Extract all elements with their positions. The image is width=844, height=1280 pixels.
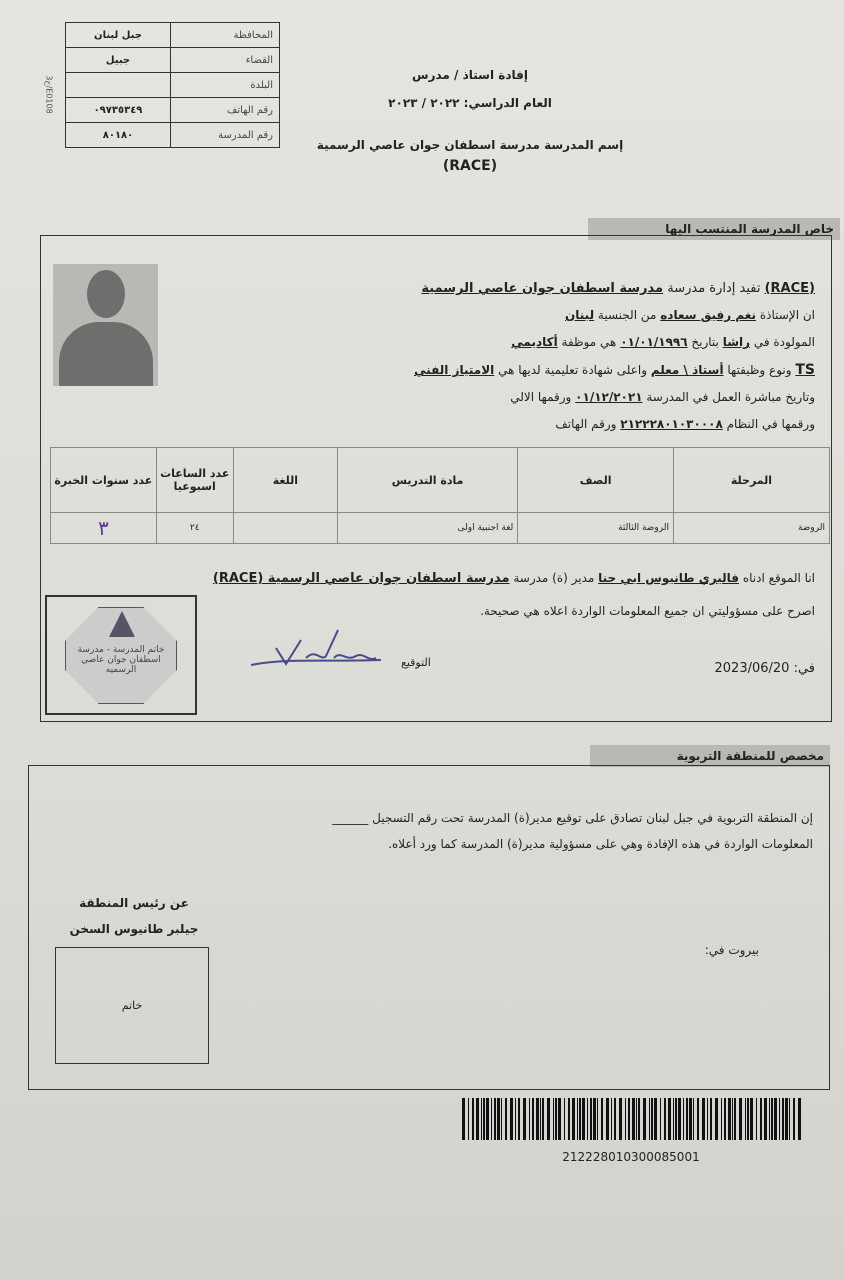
barcode-bar xyxy=(747,1098,749,1140)
barcode-bar xyxy=(601,1098,603,1140)
para-line-3: المولودة في راشا بتاريخ ٠١/٠١/١٩٩٦ هي موظفة أكاديمي xyxy=(511,335,815,349)
table-row xyxy=(51,513,830,544)
section1-tab: خاص المدرسة المنتسب اليها xyxy=(588,218,840,240)
barcode-bar xyxy=(564,1098,565,1140)
barcode-bar xyxy=(523,1098,526,1140)
doc-title: إفادة استاذ / مدرس xyxy=(412,68,528,82)
table-cell xyxy=(233,513,337,544)
info-label: رقم المدرسة xyxy=(171,123,280,148)
barcode-bar xyxy=(536,1098,539,1140)
barcode-bar xyxy=(590,1098,592,1140)
info-row xyxy=(66,73,280,98)
barcode-bar xyxy=(638,1098,640,1140)
barcode-bar xyxy=(660,1098,661,1140)
para-line-2: ان الإستاذة نغم رفيق سعاده من الجنسية لبنان xyxy=(565,308,815,322)
info-label: البلدة xyxy=(171,73,280,98)
info-value: جبيل xyxy=(66,48,171,73)
table-header: الصف xyxy=(518,448,674,513)
barcode-bar xyxy=(721,1098,722,1140)
barcode-bar xyxy=(785,1098,788,1140)
school-stamp xyxy=(45,595,197,715)
barcode-bar xyxy=(606,1098,609,1140)
barcode-bar xyxy=(798,1098,801,1140)
barcode-bar xyxy=(501,1098,502,1140)
barcode-bar xyxy=(515,1098,516,1140)
barcode-bar xyxy=(476,1098,479,1140)
table-header: اللغة xyxy=(233,448,337,513)
barcode-bar xyxy=(734,1098,736,1140)
school-name: إسم المدرسة مدرسة اسطفان جوان عاصي الرسمية xyxy=(316,138,624,152)
info-value: ٠٩٧٣٥٣٤٩ xyxy=(66,98,171,123)
declaration-line-1: انا الموقع ادناه فاليري طانيوس ابي حنا مدير (ة) مدرسة مدرسة اسطفان جوان عاصي الرسمية (RACE) xyxy=(212,571,815,586)
para-line-4: TS ونوع وظيفتها أستاذ \ معلم واعلى شهادة تعليمية لديها هي الامتياز الفني xyxy=(414,362,815,378)
barcode-bar xyxy=(654,1098,657,1140)
barcode-bar xyxy=(542,1098,544,1140)
barcode-bar xyxy=(732,1098,733,1140)
barcode-bar xyxy=(579,1098,581,1140)
region-stamp-box xyxy=(55,947,209,1064)
barcode-bar xyxy=(724,1098,726,1140)
barcode-bar xyxy=(628,1098,630,1140)
barcode-bar xyxy=(619,1098,622,1140)
barcode-bar xyxy=(707,1098,708,1140)
para-line-1: (RACE) تفيد إدارة مدرسة مدرسة اسطفان جوان عاصي الرسمية xyxy=(421,281,815,296)
approval-line-1: إن المنطقة التربوية في جبل لبنان تصادق على توقيع مدير(ة) المدرسة تحت رقم التسجيل ______ xyxy=(332,811,813,825)
info-value xyxy=(66,73,171,98)
barcode-bar xyxy=(675,1098,677,1140)
barcode-bar xyxy=(756,1098,757,1140)
barcode-bar xyxy=(728,1098,731,1140)
info-label: القضاء xyxy=(171,48,280,73)
photo-placeholder xyxy=(53,264,158,386)
school-year: العام الدراسي: ٢٠٢٢ / ٢٠٢٣ xyxy=(388,96,552,110)
signature-icon xyxy=(246,628,386,673)
barcode-bar xyxy=(636,1098,637,1140)
stamp-label: خاتم xyxy=(121,999,143,1012)
table-header: عدد سنوات الخبرة xyxy=(51,448,157,513)
teaching-table xyxy=(50,447,830,544)
barcode-bar xyxy=(739,1098,742,1140)
barcode-bar xyxy=(611,1098,612,1140)
info-row xyxy=(66,48,280,73)
signature-label: التوقيع xyxy=(401,656,431,669)
barcode-bar xyxy=(497,1098,500,1140)
info-label: المحافظة xyxy=(171,23,280,48)
barcode-bar xyxy=(715,1098,718,1140)
declaration-line-2: اصرح على مسؤوليتي ان جميع المعلومات الواردة اعلاه هي صحيحة. xyxy=(480,604,815,618)
barcode-bar xyxy=(760,1098,762,1140)
barcode-bar xyxy=(771,1098,773,1140)
barcode-bar xyxy=(558,1098,561,1140)
school-code: (RACE) xyxy=(442,158,498,174)
barcode-bar xyxy=(494,1098,496,1140)
table-cell: ٢٤ xyxy=(156,513,233,544)
side-code: 3ح/E0108 xyxy=(44,75,54,114)
barcode-bar xyxy=(632,1098,635,1140)
barcode-bar xyxy=(587,1098,588,1140)
barcode-bar xyxy=(769,1098,770,1140)
barcode-bar xyxy=(764,1098,767,1140)
on-behalf-label: عن رئيس المنطقة xyxy=(79,896,189,910)
person-head-icon xyxy=(87,270,125,318)
barcode-bar xyxy=(582,1098,585,1140)
signing-date: في: 2023/06/20 xyxy=(714,661,815,676)
barcode-bar xyxy=(532,1098,534,1140)
barcode-bar xyxy=(510,1098,513,1140)
region-head-name: جيلبر طانيوس السخن xyxy=(69,922,199,936)
info-row xyxy=(66,123,280,148)
barcode-bar xyxy=(593,1098,596,1140)
barcode-number: 212228010300085001 xyxy=(562,1150,700,1164)
barcode-bar xyxy=(789,1098,790,1140)
table-cell: الروضة الثالثة xyxy=(518,513,674,544)
barcode-bar xyxy=(664,1098,666,1140)
info-row xyxy=(66,23,280,48)
stamp-text: خاتم المدرسة - مدرسة اسطفان جوان عاصي الرسميه xyxy=(77,645,165,675)
barcode-bar xyxy=(793,1098,795,1140)
barcode-bar xyxy=(518,1098,520,1140)
section2-box xyxy=(28,765,830,1090)
table-cell: الروضة xyxy=(673,513,829,544)
barcode-bar xyxy=(678,1098,681,1140)
barcode-bar xyxy=(745,1098,746,1140)
table-header-row xyxy=(51,448,830,513)
barcode-bar xyxy=(643,1098,646,1140)
barcode-bar xyxy=(572,1098,575,1140)
barcode-bar xyxy=(540,1098,541,1140)
barcode-bar xyxy=(668,1098,671,1140)
info-value: جبل لبنان xyxy=(66,23,171,48)
barcode-bar xyxy=(555,1098,557,1140)
barcode-bar xyxy=(553,1098,554,1140)
table-cell: ٣ xyxy=(51,513,157,544)
barcode-bar xyxy=(505,1098,507,1140)
barcode-bar xyxy=(774,1098,777,1140)
table-cell: لغة اجنبية اولى xyxy=(338,513,518,544)
barcode-bar xyxy=(683,1098,684,1140)
barcode-bar xyxy=(468,1098,469,1140)
barcode-bar xyxy=(472,1098,474,1140)
approval-line-2: المعلومات الواردة في هذه الإفادة وهي على مسؤولية مدير(ة) المدرسة كما ورد أعلاه. xyxy=(388,837,813,851)
barcode-bar xyxy=(625,1098,626,1140)
barcode-bar xyxy=(486,1098,489,1140)
info-value: ٨٠١٨٠ xyxy=(66,123,171,148)
section2-tab: مخصص للمنطقة التربوية xyxy=(590,745,830,767)
barcode-bar xyxy=(568,1098,570,1140)
table-header: المرحلة xyxy=(673,448,829,513)
para-line-6: ورقمها في النظام ٢١٢٢٢٨٠١٠٣٠٠٠٨ ورقم الهاتف xyxy=(555,417,815,431)
barcode-bar xyxy=(481,1098,482,1140)
barcode-bar xyxy=(547,1098,550,1140)
barcode-bar xyxy=(686,1098,688,1140)
barcode-bar xyxy=(462,1098,465,1140)
barcode-bar xyxy=(750,1098,753,1140)
info-row xyxy=(66,98,280,123)
cedar-icon xyxy=(109,611,135,637)
barcode-bar xyxy=(689,1098,692,1140)
para-line-5: وتاريخ مباشرة العمل في المدرسة ٠١/١٢/٢٠٢١ ورقمها الالي xyxy=(510,390,815,404)
barcode-bar xyxy=(614,1098,616,1140)
barcode-bar xyxy=(702,1098,705,1140)
barcode-bar xyxy=(710,1098,712,1140)
info-label: رقم الهاتف xyxy=(171,98,280,123)
barcode-bar xyxy=(782,1098,784,1140)
table-header: مادة التدريس xyxy=(338,448,518,513)
barcode-bar xyxy=(483,1098,485,1140)
beirut-date-label: بيروت في: xyxy=(704,943,759,957)
barcode-bar xyxy=(577,1098,578,1140)
info-table xyxy=(65,22,280,148)
barcode-bar xyxy=(597,1098,598,1140)
barcode-bar xyxy=(651,1098,653,1140)
barcode-bar xyxy=(779,1098,780,1140)
barcode-bar xyxy=(649,1098,650,1140)
barcode-bar xyxy=(693,1098,694,1140)
barcode-bar xyxy=(491,1098,492,1140)
barcode-bar xyxy=(529,1098,530,1140)
barcode-bar xyxy=(673,1098,674,1140)
barcode-bar xyxy=(697,1098,699,1140)
person-body-icon xyxy=(59,322,153,386)
table-header: عدد الساعات اسبوعيا xyxy=(156,448,233,513)
